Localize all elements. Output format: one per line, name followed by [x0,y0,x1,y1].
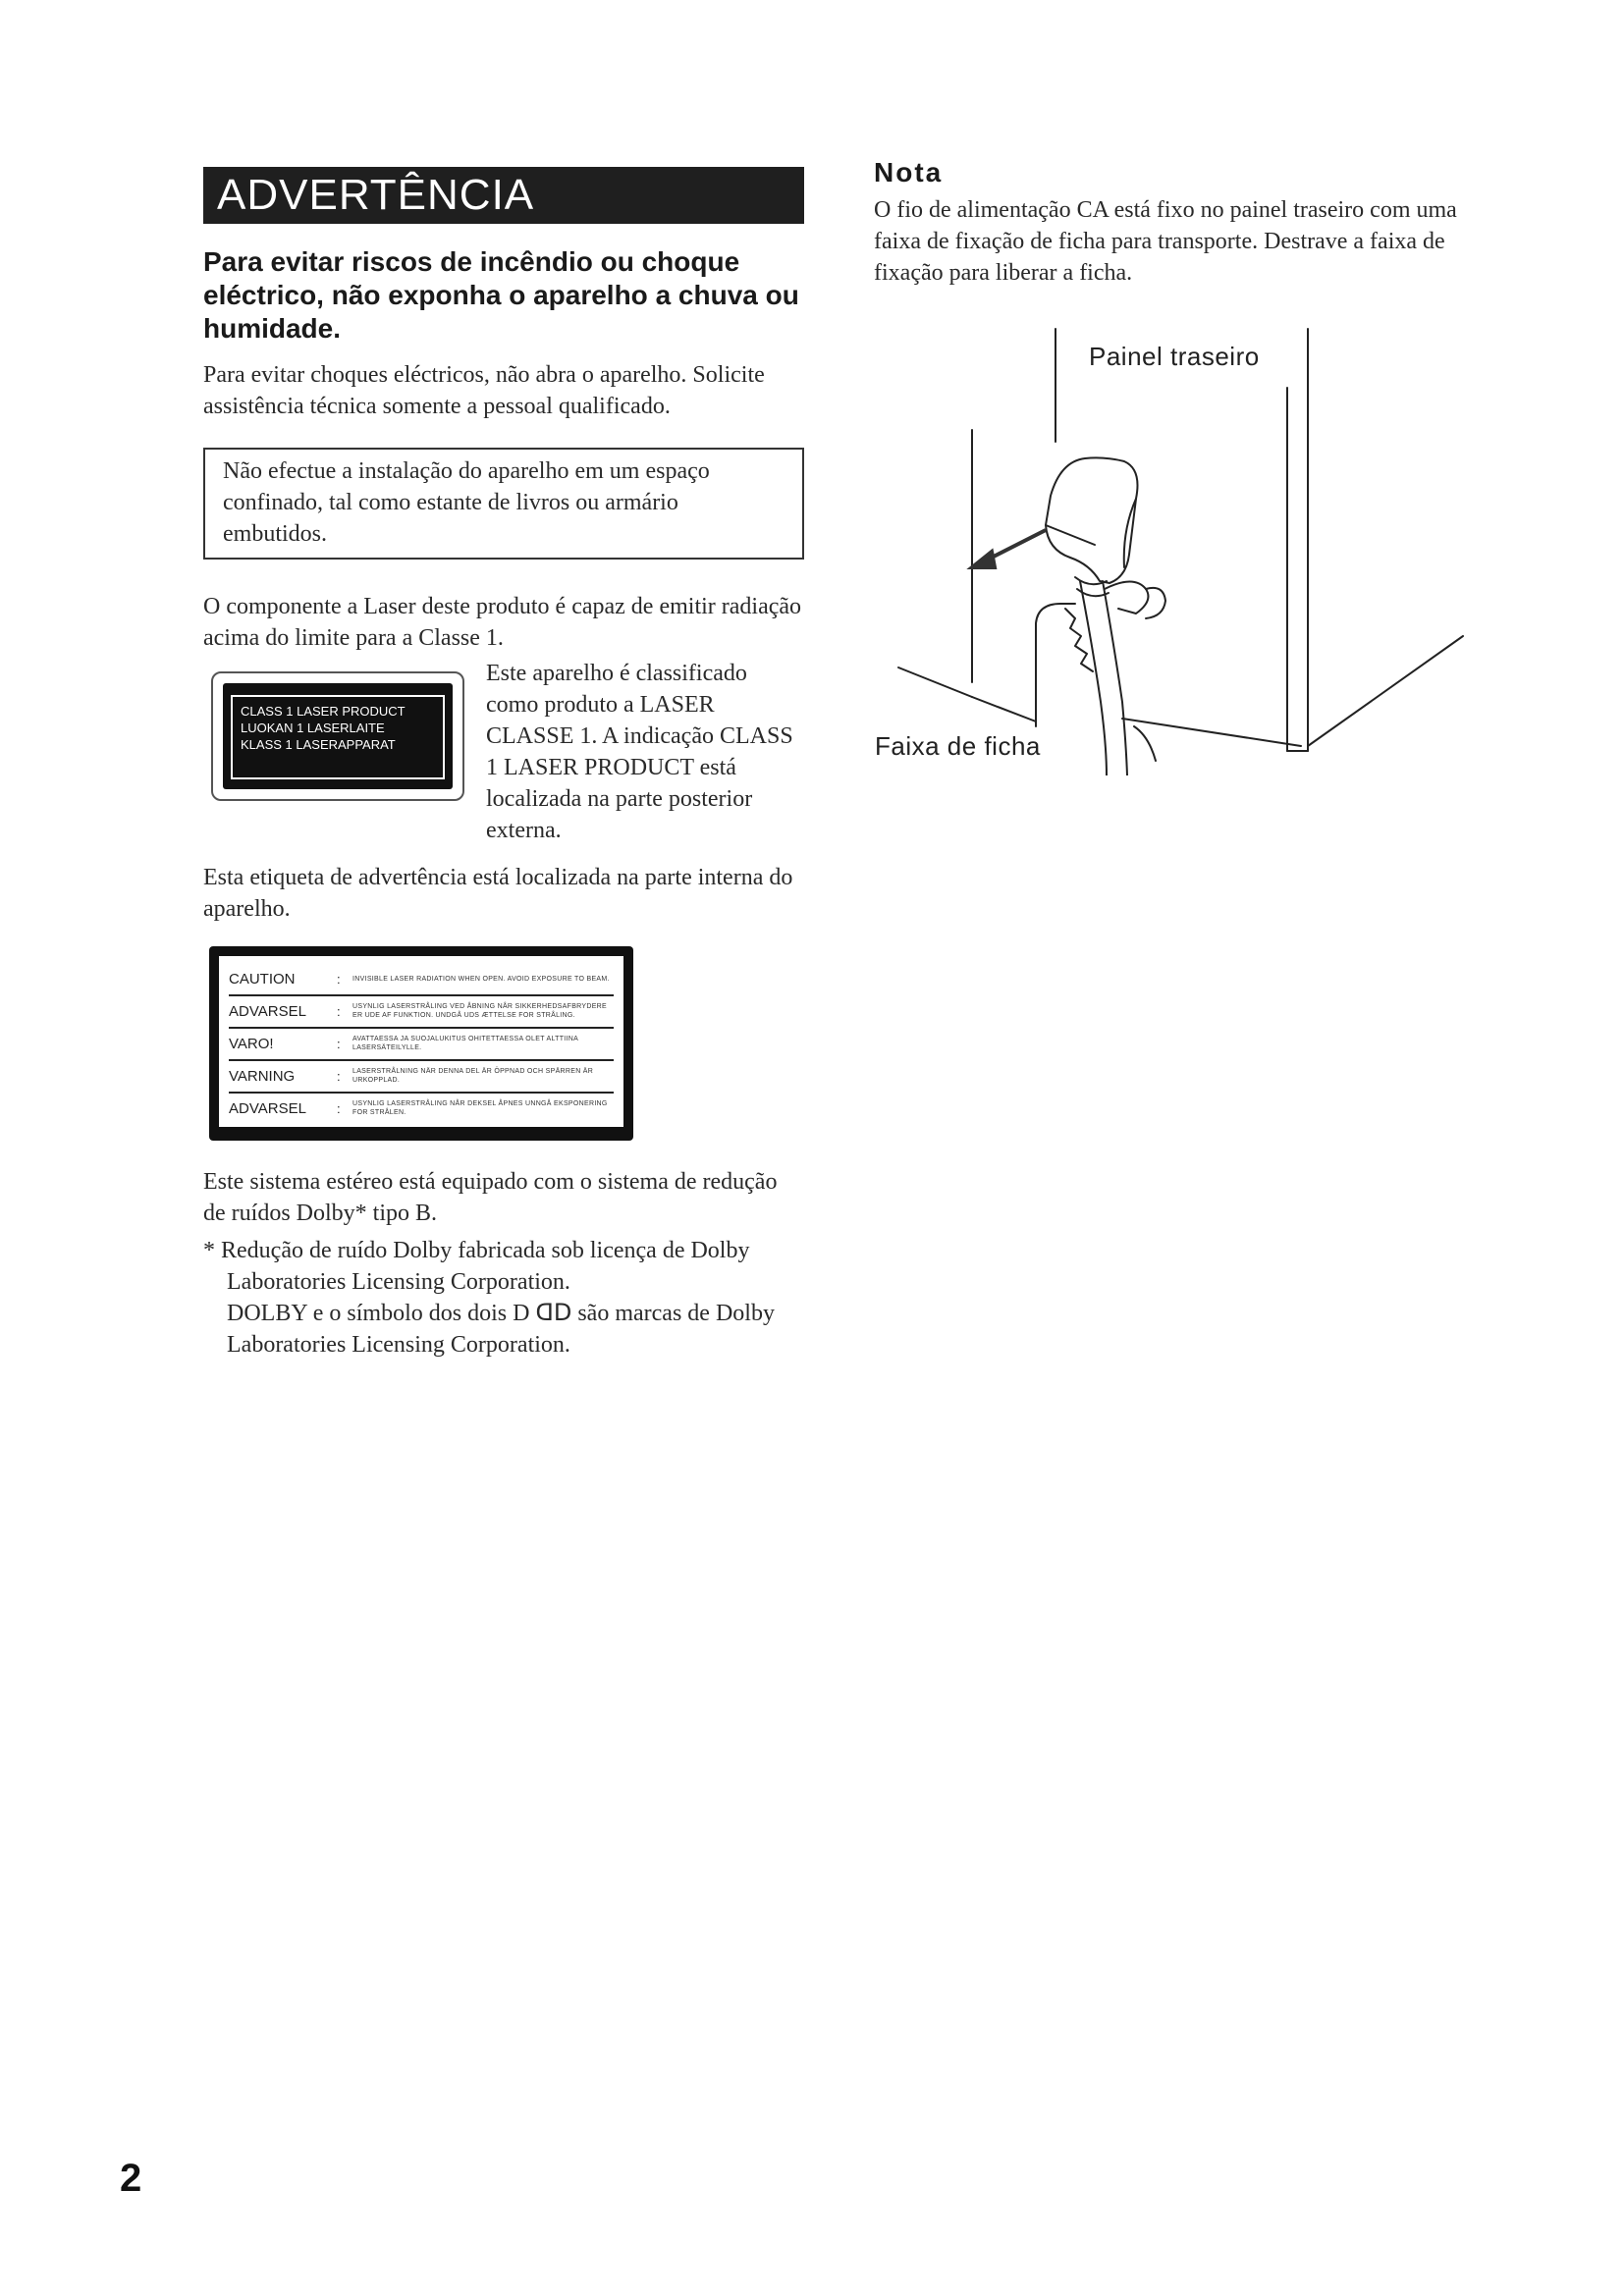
plug-strap-label: Faixa de ficha [875,731,1041,761]
caution-row [229,1061,614,1094]
caution-row-text: AVATTAESSA JA SUOJALUKITUS OHITETTAESSA OLET ALTTIINA LASERSÄTEILYLLE. [352,1036,578,1051]
caution-row-separator: : [337,1036,341,1051]
caution-row-text: USYNLIG LASERSTRÅLING NÅR DEKSEL ÅPNES UNNGÅ EKSPONERING FOR STRÅLEN. [352,1100,608,1116]
class1-label-line: KLASS 1 LASERAPPARAT [241,737,396,752]
right-column [874,157,1483,289]
nota-title: Nota [874,157,944,187]
class1-description: Este aparelho é classificado como produto a LASER CLASSE 1. A indicação CLASS 1 LASER PRODUCT está localizada na parte posterior externa. [486,661,793,843]
caution-row-text: INVISIBLE LASER RADIATION WHEN OPEN. AVOID EXPOSURE TO BEAM. [352,975,610,983]
caution-row [229,996,614,1029]
caution-row-separator: : [337,1003,341,1019]
caution-row [229,1029,614,1061]
class1-label-text [231,695,445,779]
dolby-footnote [203,1235,804,1361]
advertencia-subheading: Para evitar riscos de incêndio ou choque eléctrico, não exponha o aparelho a chuva ou humidade. [203,246,799,344]
caution-row-key: ADVARSEL [229,1099,306,1117]
class1-label-line: CLASS 1 LASER PRODUCT [241,704,406,719]
caution-row-separator: : [337,1100,341,1116]
caution-row-key: CAUTION [229,970,296,988]
left-column [203,167,804,1361]
advertencia-header: ADVERTÊNCIA [203,167,804,224]
footnote-line: DOLBY e o símbolo dos dois D ᗡᗞ são marcas de Dolby Laboratories Licensing Corporation. [227,1301,775,1358]
warning-label-location: Esta etiqueta de advertência está localizada na parte interna do aparelho. [203,865,793,922]
class1-label-line: LUOKAN 1 LASERLAITE [241,721,385,735]
caution-laser-label [209,946,633,1141]
caution-row-separator: : [337,971,341,987]
caution-row-separator: : [337,1068,341,1084]
rear-panel-illustration [879,324,1488,775]
rear-panel-label: Painel traseiro [1089,342,1260,371]
laser-intro-paragraph: O componente a Laser deste produto é capaz de emitir radiação acima do limite para a Classe 1. [203,594,802,651]
caution-row [229,1094,614,1124]
caution-row-key: ADVARSEL [229,1002,306,1020]
class1-laser-label [211,671,464,801]
caution-row-text: USYNLIG LASERSTRÅLING VED ÅBNING NÅR SIKKERHEDSAFBRYDERE ER UDE AF FUNKTION. UNDGÅ UDS ÆTTELSE FOR STRÅLING. [352,1003,608,1019]
dolby-paragraph: Este sistema estéreo está equipado com o sistema de redução de ruídos Dolby* tipo B. [203,1169,778,1226]
installation-notice-box: Não efectue a instalação do aparelho em um espaço confinado, tal como estante de livros ou armário embutidos. [203,448,804,560]
caution-row-text: LASERSTRÅLNING NÄR DENNA DEL ÄR ÖPPNAD OCH SPÄRREN ÄR URKOPPLAD. [352,1068,594,1084]
caution-row-key: VARNING [229,1067,296,1085]
shock-paragraph: Para evitar choques eléctricos, não abra o aparelho. Solicite assistência técnica somente a pessoal qualificado. [203,362,765,419]
footnote-line: * Redução de ruído Dolby fabricada sob licença de Dolby Laboratories Licensing Corporation. [203,1238,750,1295]
page-number: 2 [120,2157,142,2200]
rear-panel-diagram [875,324,1488,775]
caution-row-key: VARO! [229,1035,274,1052]
class1-section [203,662,804,850]
caution-row [229,964,614,996]
nota-text: O fio de alimentação CA está fixo no painel traseiro com uma faixa de fixação de ficha para transporte. Destrave a faixa de fixação para liberar a ficha. [874,197,1457,286]
